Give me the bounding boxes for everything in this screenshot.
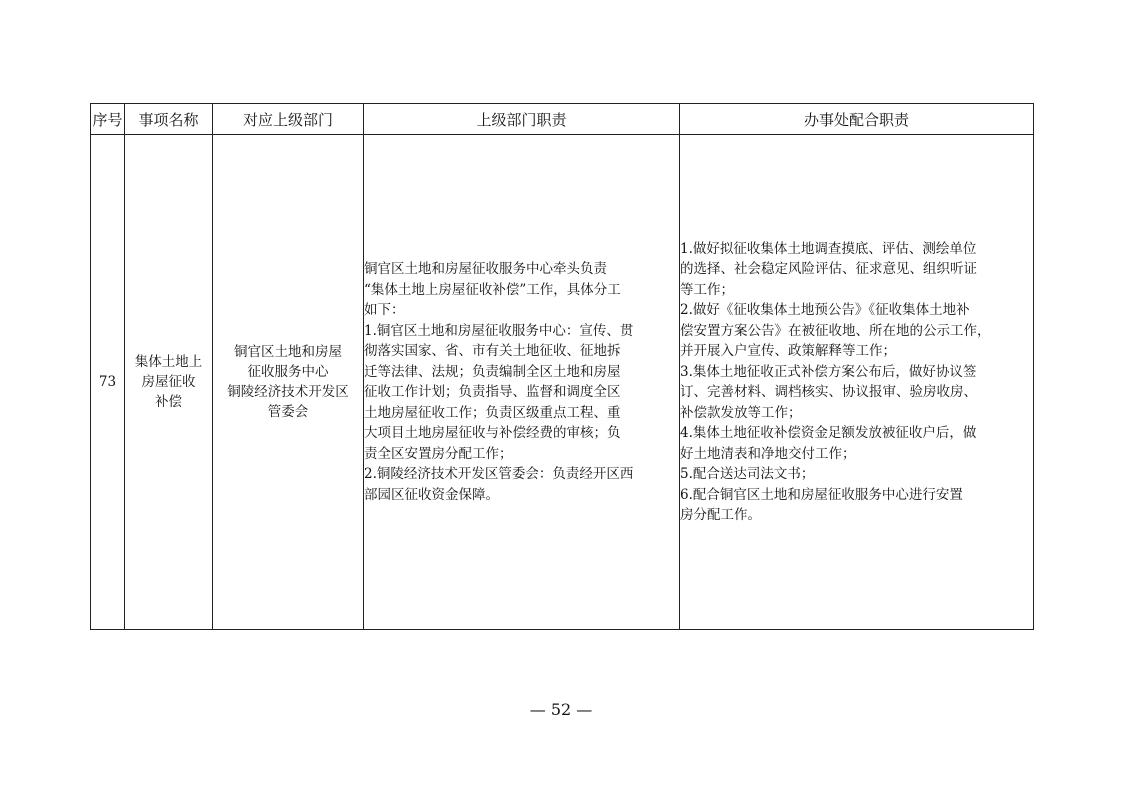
cooperation-duty-line: 订、完善材料、调档核实、协议报审、验房收房、 (680, 384, 977, 400)
header-index: 序号 (91, 104, 125, 135)
cell-item-name (125, 135, 213, 630)
cooperation-duty-line: 2.做好《征收集体土地预公告》《征收集体土地补 (680, 302, 970, 318)
header-item-name: 事项名称 (125, 104, 213, 135)
superior-duty-line: 彻落实国家、省、市有关土地征收、征地拆 (364, 343, 621, 359)
duties-table (90, 103, 1034, 630)
department-line: 铜官区土地和房屋 (234, 344, 342, 360)
cooperation-duty-line: 并开展入户宣传、政策解释等工作； (680, 343, 896, 359)
cooperation-duty-line: 等工作； (680, 281, 734, 298)
superior-duty-line: 征收工作计划；负责指导、监督和调度全区 (364, 384, 621, 400)
cell-index: 73 (91, 135, 125, 630)
item-name-line: 补偿 (155, 394, 182, 410)
cooperation-duty-line: 房分配工作。 (680, 507, 761, 523)
superior-duty-line: 责全区安置房分配工作； (364, 445, 513, 462)
table-row (91, 135, 1034, 630)
superior-duty-line: 如下： (364, 302, 405, 318)
superior-duty-line: 2.铜陵经济技术开发区管委会：负责经开区西 (364, 466, 634, 482)
header-superior-duty: 上级部门职责 (364, 104, 680, 135)
page-number: — 52 — (529, 700, 593, 719)
superior-duty-line: 迁等法律、法规；负责编制全区土地和房屋 (364, 363, 621, 380)
item-name-line: 集体土地上 (134, 354, 203, 370)
cell-cooperation-duty (680, 135, 1034, 630)
department-line: 管委会 (267, 404, 309, 420)
superior-duty-line: 土地房屋征收工作；负责区级重点工程、重 (364, 404, 621, 421)
department-line: 铜陵经济技术开发区 (227, 384, 349, 400)
header-cooperation-duty: 办事处配合职责 (680, 104, 1034, 135)
superior-duty-line: 铜官区土地和房屋征收服务中心牵头负责 (364, 261, 607, 277)
superior-duty-line: “集体土地上房屋征收补偿”工作，具体分工 (364, 281, 621, 298)
cooperation-duty-line: 好土地清表和净地交付工作； (680, 445, 856, 462)
cooperation-duty-line: 3.集体土地征收正式补偿方案公布后，做好协议签 (680, 363, 977, 380)
cell-superior-duty (364, 135, 680, 630)
table-header-row (91, 104, 1034, 135)
cooperation-duty-line: 偿安置方案公告》在被征收地、所在地的公示工作， (680, 322, 991, 339)
cooperation-duty-line: 补偿款发放等工作； (680, 404, 802, 421)
superior-duty-line: 部园区征收资金保障。 (364, 486, 499, 503)
cooperation-duty-line: 6.配合铜官区土地和房屋征收服务中心进行安置 (680, 486, 963, 503)
item-name-line: 房屋征收 (141, 374, 196, 390)
cooperation-duty-line: 4.集体土地征收补偿资金足额发放被征收户后，做 (680, 425, 977, 441)
cooperation-duty-line: 5.配合送达司法文书； (680, 466, 815, 482)
superior-duty-line: 1.铜官区土地和房屋征收服务中心：宣传、贯 (364, 322, 634, 339)
header-department: 对应上级部门 (213, 104, 364, 135)
department-line: 征收服务中心 (247, 364, 329, 380)
cell-department (213, 135, 364, 630)
cooperation-duty-line: 的选择、社会稳定风险评估、征求意见、组织听证 (680, 261, 977, 277)
superior-duty-line: 大项目土地房屋征收与补偿经费的审核；负 (364, 425, 621, 441)
cooperation-duty-line: 1.做好拟征收集体土地调查摸底、评估、测绘单位 (680, 240, 977, 257)
